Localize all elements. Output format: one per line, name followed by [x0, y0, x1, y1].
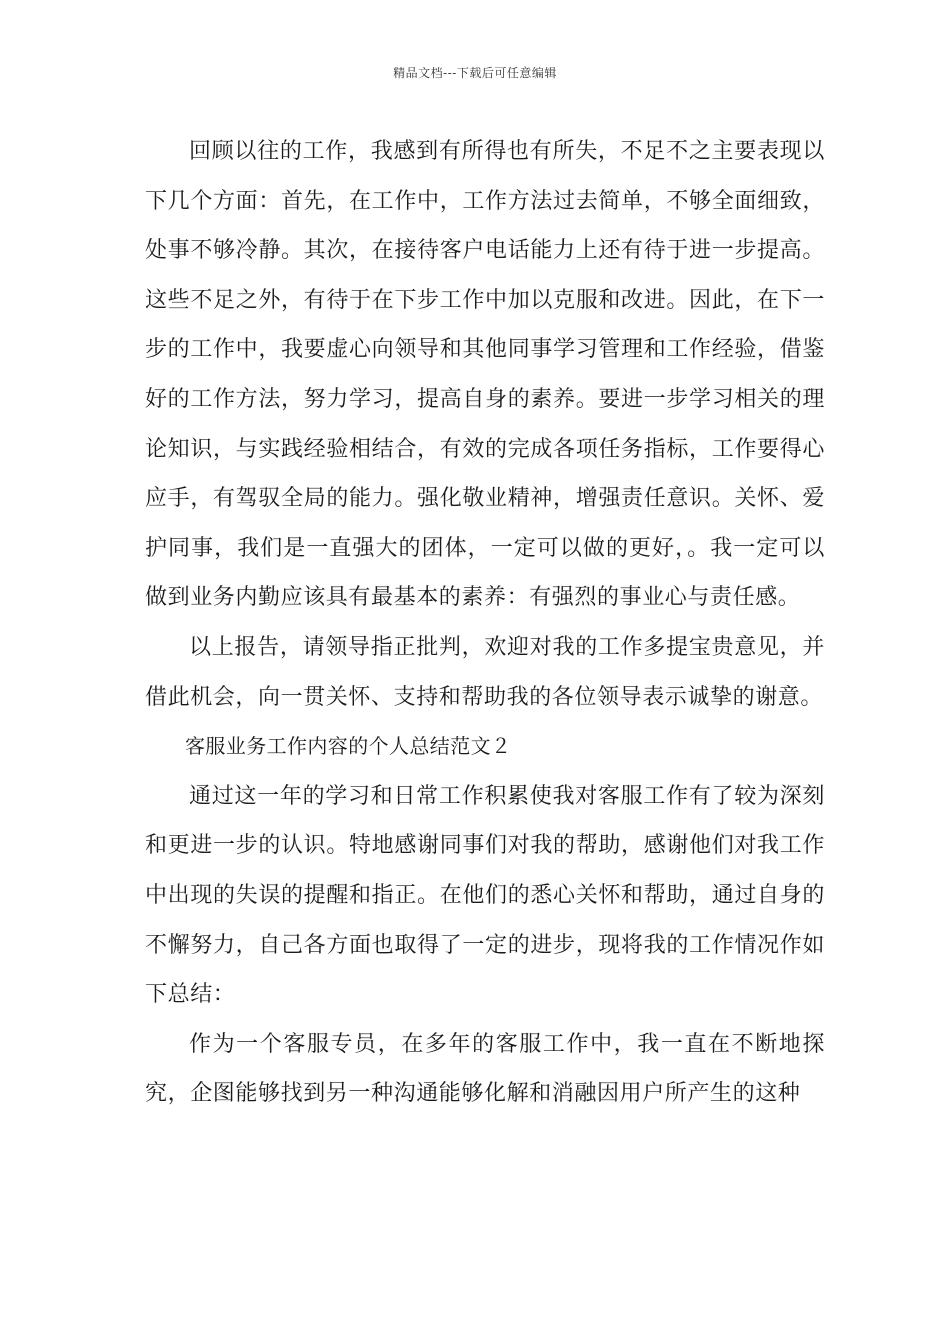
- paragraph-1: 回顾以往的工作，我感到有所得也有所失，不足不之主要表现以下几个方面：首先，在工作中，工作方法过去简单，不够全面细致，处事不够冷静。其次，在接待客户电话能力上还有待于进一步提高。这些不足之外，有待于在下步工作中加以克服和改进。因此，在下一步的工作中，我要虚心向领导和其他同事学习管理和工作经验，借鉴好的工作方法，努力学习，提高自身的素养。要进一步学习相关的理论知识，与实践经验相结合，有效的完成各项任务指标，工作要得心应手，有驾驭全局的能力。强化敬业精神，增强责任意识。关怀、爱护同事，我们是一直强大的团体，一定可以做的更好，。我一定可以做到业务内勤应该具有最基本的素养：有强烈的事业心与责任感。: [145, 139, 825, 611]
- section-heading: 客服业务工作内容的个人总结范文２: [185, 734, 512, 759]
- document-body: [145, 127, 825, 1119]
- paragraph-3: 通过这一年的学习和日常工作积累使我对客服工作有了较为深刻和更进一步的认识。特地感谢同事们对我的帮助，感谢他们对我工作中出现的失误的提醒和指正。在他们的悉心关怀和帮助，通过自身的不懈努力，自己各方面也取得了一定的进步，现将我的工作情况作如下总结：: [145, 783, 825, 1008]
- page-header: 精品文档---下载后可任意编辑: [393, 66, 557, 80]
- paragraph-2: 以上报告，请领导指正批判，欢迎对我的工作多提宝贵意见，并借此机会，向一贯关怀、支持和帮助我的各位领导表示诚挚的谢意。: [145, 634, 825, 710]
- paragraph-4: 作为一个客服专员，在多年的客服工作中，我一直在不断地探究，企图能够找到另一种沟通能够化解和消融因用户所产生的这种: [145, 1031, 825, 1107]
